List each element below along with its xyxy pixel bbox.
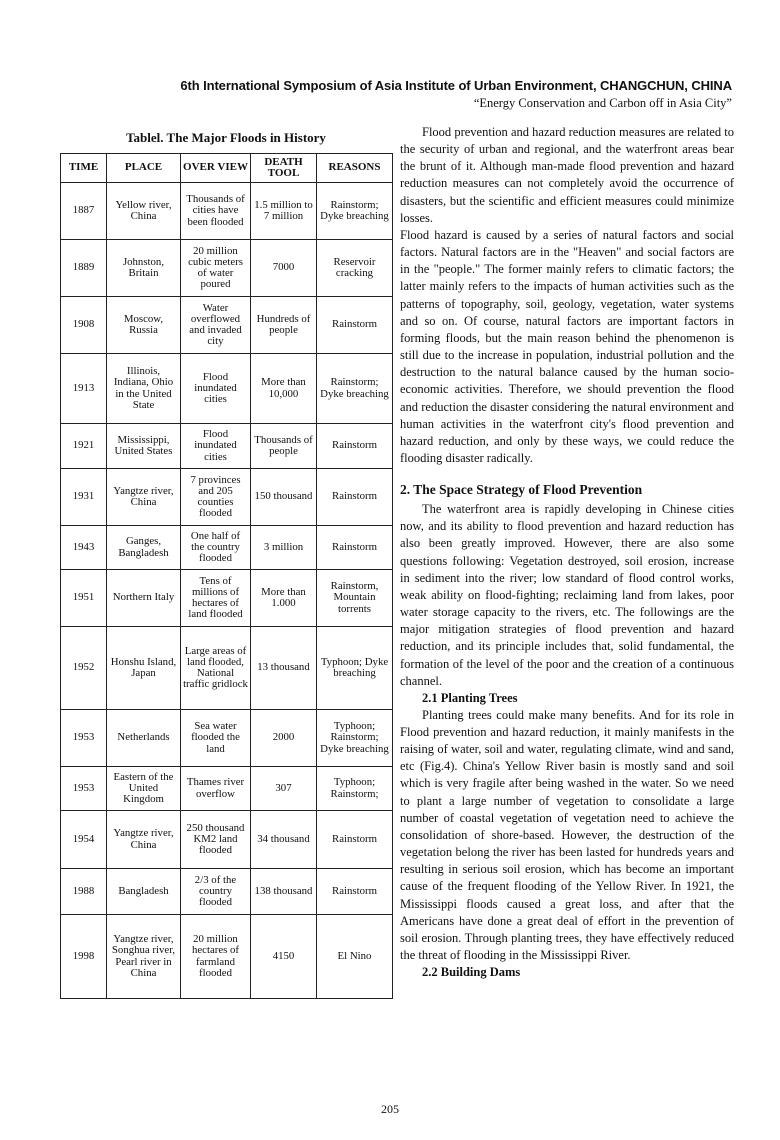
cell-death: More than 1.000 [251,570,317,627]
cell-place: Yangtze river, China [107,811,181,869]
cell-place: Mississippi, United States [107,424,181,469]
cell-place: Netherlands [107,710,181,767]
table-row [61,424,393,469]
header-reasons: REASONS [317,154,393,183]
cell-time: 1954 [61,811,107,869]
cell-reasons: Rainstorm [317,526,393,570]
cell-death: 138 thousand [251,869,317,915]
table-row [61,710,393,767]
table-row [61,354,393,424]
cell-death: 1.5 million to 7 million [251,183,317,240]
subsection-heading: 2.1 Planting Trees [422,690,518,705]
table-row [61,811,393,869]
cell-reasons: Typhoon; Dyke breaching [317,627,393,710]
cell-time: 1953 [61,767,107,811]
cell-reasons: Typhoon; Rainstorm; Dyke breaching [317,710,393,767]
cell-time: 1931 [61,469,107,526]
table-row [61,915,393,999]
cell-reasons: Rainstorm; Dyke breaching [317,183,393,240]
cell-place: Ganges, Bangladesh [107,526,181,570]
subsection-heading: 2.2 Building Dams [422,965,521,980]
cell-reasons: Rainstorm [317,869,393,915]
cell-reasons: Rainstorm; Dyke breaching [317,354,393,424]
cell-time: 1953 [61,710,107,767]
paragraph: The waterfront area is rapidly developing in Chinese cities now, and its ability to flood prevention and hazard reduction has also been greatly improved. However, there are also some questions following: Vegetation destroyed, soil erosion, increase in sediment into the river; low standard of flood control works, weak ability on flood-fighting; reclaiming land from lakes, poor water storage capacity to the rivers, etc. The followings are the major mitigation strategies of flood prevention and hazard reduction, and its principle includes that, solid fundamental, the formation of the level of the poor and the creation of a continuous channel. [400,502,734,688]
page-number: 205 [381,1102,399,1116]
conference-subtitle: “Energy Conservation and Carbon off in Asia City” [473,96,732,110]
cell-death: 13 thousand [251,627,317,710]
cell-reasons: Rainstorm, Mountain torrents [317,570,393,627]
cell-overview: Thousands of cities have been flooded [181,183,251,240]
table-row [61,627,393,710]
cell-overview: Water overflowed and invaded city [181,297,251,354]
cell-overview: 20 million cubic meters of water poured [181,240,251,297]
cell-reasons: Rainstorm [317,811,393,869]
table-row [61,297,393,354]
cell-time: 1952 [61,627,107,710]
cell-time: 1908 [61,297,107,354]
table-row [61,183,393,240]
cell-overview: 20 million hectares of farmland flooded [181,915,251,999]
table-row [61,570,393,627]
cell-place: Johnston, Britain [107,240,181,297]
table-row [61,767,393,811]
cell-death: More than 10,000 [251,354,317,424]
cell-reasons: El Nino [317,915,393,999]
cell-time: 1887 [61,183,107,240]
cell-death: 3 million [251,526,317,570]
cell-overview: One half of the country flooded [181,526,251,570]
cell-place: Yellow river, China [107,183,181,240]
cell-place: Yangtze river, China [107,469,181,526]
cell-time: 1889 [61,240,107,297]
cell-overview: Tens of millions of hectares of land flooded [181,570,251,627]
table-row [61,526,393,570]
cell-reasons: Rainstorm [317,297,393,354]
cell-death: 150 thousand [251,469,317,526]
cell-time: 1921 [61,424,107,469]
cell-place: Moscow, Russia [107,297,181,354]
cell-death: 7000 [251,240,317,297]
cell-time: 1913 [61,354,107,424]
cell-time: 1951 [61,570,107,627]
cell-place: Illinois, Indiana, Ohio in the United State [107,354,181,424]
cell-death: 2000 [251,710,317,767]
cell-overview: 250 thousand KM2 land flooded [181,811,251,869]
body-text-column [400,124,734,981]
cell-place: Bangladesh [107,869,181,915]
cell-place: Yangtze river, Songhua river, Pearl river in China [107,915,181,999]
cell-overview: Flood inundated cities [181,424,251,469]
cell-overview: 7 provinces and 205 counties flooded [181,469,251,526]
cell-overview: Large areas of land flooded, National traffic gridlock [181,627,251,710]
header-time: TIME [61,154,107,183]
header-death-toll: DEATH TOOL [251,154,317,183]
cell-death: Hundreds of people [251,297,317,354]
cell-reasons: Rainstorm [317,424,393,469]
cell-death: 4150 [251,915,317,999]
cell-overview: 2/3 of the country flooded [181,869,251,915]
cell-place: Eastern of the United Kingdom [107,767,181,811]
table-row [61,469,393,526]
cell-death: 307 [251,767,317,811]
cell-place: Northern Italy [107,570,181,627]
table-row [61,869,393,915]
header-place: PLACE [107,154,181,183]
cell-death: Thousands of people [251,424,317,469]
table-caption: Tablel. The Major Floods in History [126,130,326,145]
cell-time: 1998 [61,915,107,999]
cell-overview: Thames river overflow [181,767,251,811]
paragraph: Planting trees could make many benefits. And for its role in Flood prevention and hazard reduction, it mainly manifests in the raising of water, soil and water, regulating climate, wind and sand, etc (Fig.4). China's Yellow River basin is mostly sand and soil which is very fragile after being washed in the water. So we need to plant a large number of vegetation to consolidate a large number of coastal vegetation of vegetation need to achieve the consolidation of shore-based. However, the destruction of the vegetation belong the river has been lasted for hundreds years and resulting in serious soil erosion, which has become an important cause of the frequent flooding of the Yellow River. In 1921, the Mississippi floods caused a great loss, and after that the Americans have done a great deal of effort in the prevention of soil erosion. Through planting trees, they have effectively reduced the threat of flooding in the Mississippi River. [400,707,734,963]
cell-time: 1943 [61,526,107,570]
cell-time: 1988 [61,869,107,915]
cell-place: Honshu Island, Japan [107,627,181,710]
header-overview: OVER VIEW [181,154,251,183]
cell-overview: Flood inundated cities [181,354,251,424]
conference-title: 6th International Symposium of Asia Institute of Urban Environment, CHANGCHUN, CHINA [180,78,732,93]
paragraph: Flood prevention and hazard reduction measures are related to the security of urban and regional, and the waterfront areas bear the brunt of it. Although man-made flood prevention and hazard reduction measures can not completely avoid the occurrence of disasters, but the scientific and efficient measures could minimize losses. [400,125,734,225]
table-header-row [61,154,393,183]
cell-reasons: Reservoir cracking [317,240,393,297]
cell-reasons: Rainstorm [317,469,393,526]
cell-overview: Sea water flooded the land [181,710,251,767]
cell-death: 34 thousand [251,811,317,869]
section-heading: 2. The Space Strategy of Flood Prevention [400,482,643,498]
cell-reasons: Typhoon; Rainstorm; [317,767,393,811]
floods-table [60,153,393,999]
paragraph: Flood hazard is caused by a series of natural factors and social factors. Natural factors are in the "Heaven" and social factors are in the "people." The former mainly refers to climatic factors; the latter mainly refers to the impacts of human activities such as the patterns of topography, soil, geology, vegetation, water systems and so on. Of course, natural factors are important factors in forming floods, but the main reason behind the phenomenon is still due to the increase in population, industrial pollution and the destruction to the natural balance caused by the human socio-economic activities. Therefore, we should prevention the flood and reduction the disaster considering the natural environment and human activities in the waterfront city's flood prevention and hazard reduction, and only by these ways, we could reduce the flooding disaster radically. [400,227,734,465]
table-row [61,240,393,297]
